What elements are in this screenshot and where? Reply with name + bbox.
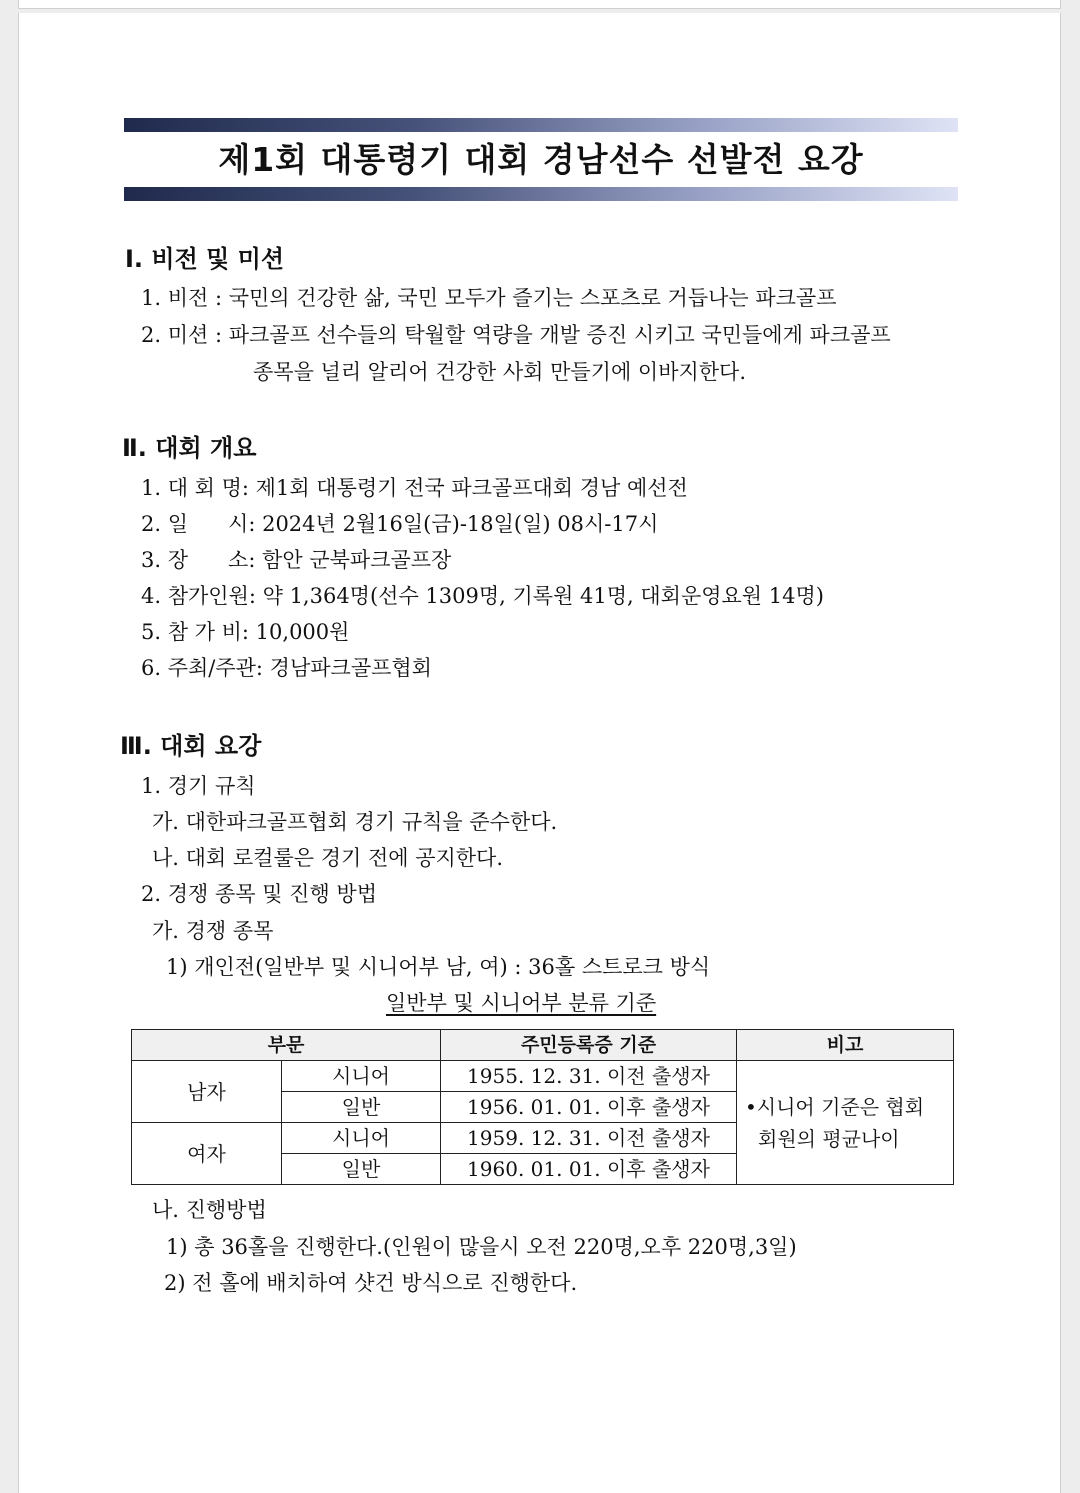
cell-type: 일반 <box>282 1154 441 1185</box>
individual-event: 1) 개인전(일반부 및 시니어부 남, 여) : 36홀 스트로크 방식 <box>166 955 711 979</box>
document-page <box>18 13 1061 1493</box>
overview-item-venue: 3. 장 소: 함안 군북파크골프장 <box>141 548 452 572</box>
note-line-1: •시니어 기준은 협회 <box>745 1094 925 1119</box>
procedure-item-1: 1) 총 36홀을 진행한다.(인원이 많을시 오전 220명,오후 220명,3일) <box>166 1235 797 1259</box>
rules-heading: 1. 경기 규칙 <box>141 774 256 798</box>
cell-note <box>737 1061 954 1185</box>
cell-criteria: 1956. 01. 01. 이후 출생자 <box>441 1092 737 1123</box>
header-note: 비고 <box>737 1030 954 1061</box>
cell-criteria: 1959. 12. 31. 이전 출생자 <box>441 1123 737 1154</box>
mission-item: 2. 미션 : 파크골프 선수들의 탁월할 역량을 개발 증진 시키고 국민들에게 파크골프 <box>141 323 891 347</box>
previous-page-edge <box>18 0 1061 9</box>
overview-item-fee: 5. 참 가 비: 10,000원 <box>141 620 350 644</box>
rules-item-a: 가. 대한파크골프협회 경기 규칙을 준수한다. <box>152 810 558 834</box>
events-item-a: 가. 경쟁 종목 <box>152 919 274 943</box>
events-heading: 2. 경쟁 종목 및 진행 방법 <box>141 882 377 906</box>
cell-type: 일반 <box>282 1092 441 1123</box>
cell-female: 여자 <box>132 1123 282 1185</box>
header-division: 부문 <box>132 1030 441 1061</box>
overview-item-participants: 4. 참가인원: 약 1,364명(선수 1309명, 기록원 41명, 대회운영요원 14명) <box>141 584 824 608</box>
title-bottom-bar <box>124 187 958 201</box>
section-3-heading: Ⅲ. 대회 요강 <box>120 732 262 760</box>
procedure-item-2: 2) 전 홀에 배치하여 샷건 방식으로 진행한다. <box>164 1271 578 1295</box>
classification-table <box>131 1029 954 1185</box>
rules-item-b: 나. 대회 로컬룰은 경기 전에 공지한다. <box>152 846 504 870</box>
table-row <box>132 1061 954 1092</box>
cell-type: 시니어 <box>282 1123 441 1154</box>
section-1-heading: Ⅰ. 비전 및 미션 <box>125 245 285 273</box>
cell-type: 시니어 <box>282 1061 441 1092</box>
note-line-2: 회원의 평균나이 <box>758 1126 900 1151</box>
vision-item: 1. 비전 : 국민의 건강한 삶, 국민 모두가 즐기는 스포츠로 거듭나는 파크골프 <box>141 286 837 310</box>
overview-item-name: 1. 대 회 명: 제1회 대통령기 전국 파크골프대회 경남 예선전 <box>141 476 688 500</box>
title-top-bar <box>124 118 958 132</box>
classification-table-title: 일반부 및 시니어부 분류 기준 <box>386 991 657 1015</box>
table-header-row <box>132 1030 954 1061</box>
procedure-heading: 나. 진행방법 <box>152 1198 267 1222</box>
cell-criteria: 1960. 01. 01. 이후 출생자 <box>441 1154 737 1185</box>
document-title: 제1회 대통령기 대회 경남선수 선발전 요강 <box>218 140 864 179</box>
header-criteria: 주민등록증 기준 <box>441 1030 737 1061</box>
overview-item-date: 2. 일 시: 2024년 2월16일(금)-18일(일) 08시-17시 <box>141 512 659 536</box>
mission-item-continued: 종목을 널리 알리어 건강한 사회 만들기에 이바지한다. <box>253 360 747 384</box>
cell-criteria: 1955. 12. 31. 이전 출생자 <box>441 1061 737 1092</box>
section-2-heading: Ⅱ. 대회 개요 <box>122 434 257 462</box>
cell-male: 남자 <box>132 1061 282 1123</box>
overview-item-host: 6. 주최/주관: 경남파크골프협회 <box>141 656 432 680</box>
